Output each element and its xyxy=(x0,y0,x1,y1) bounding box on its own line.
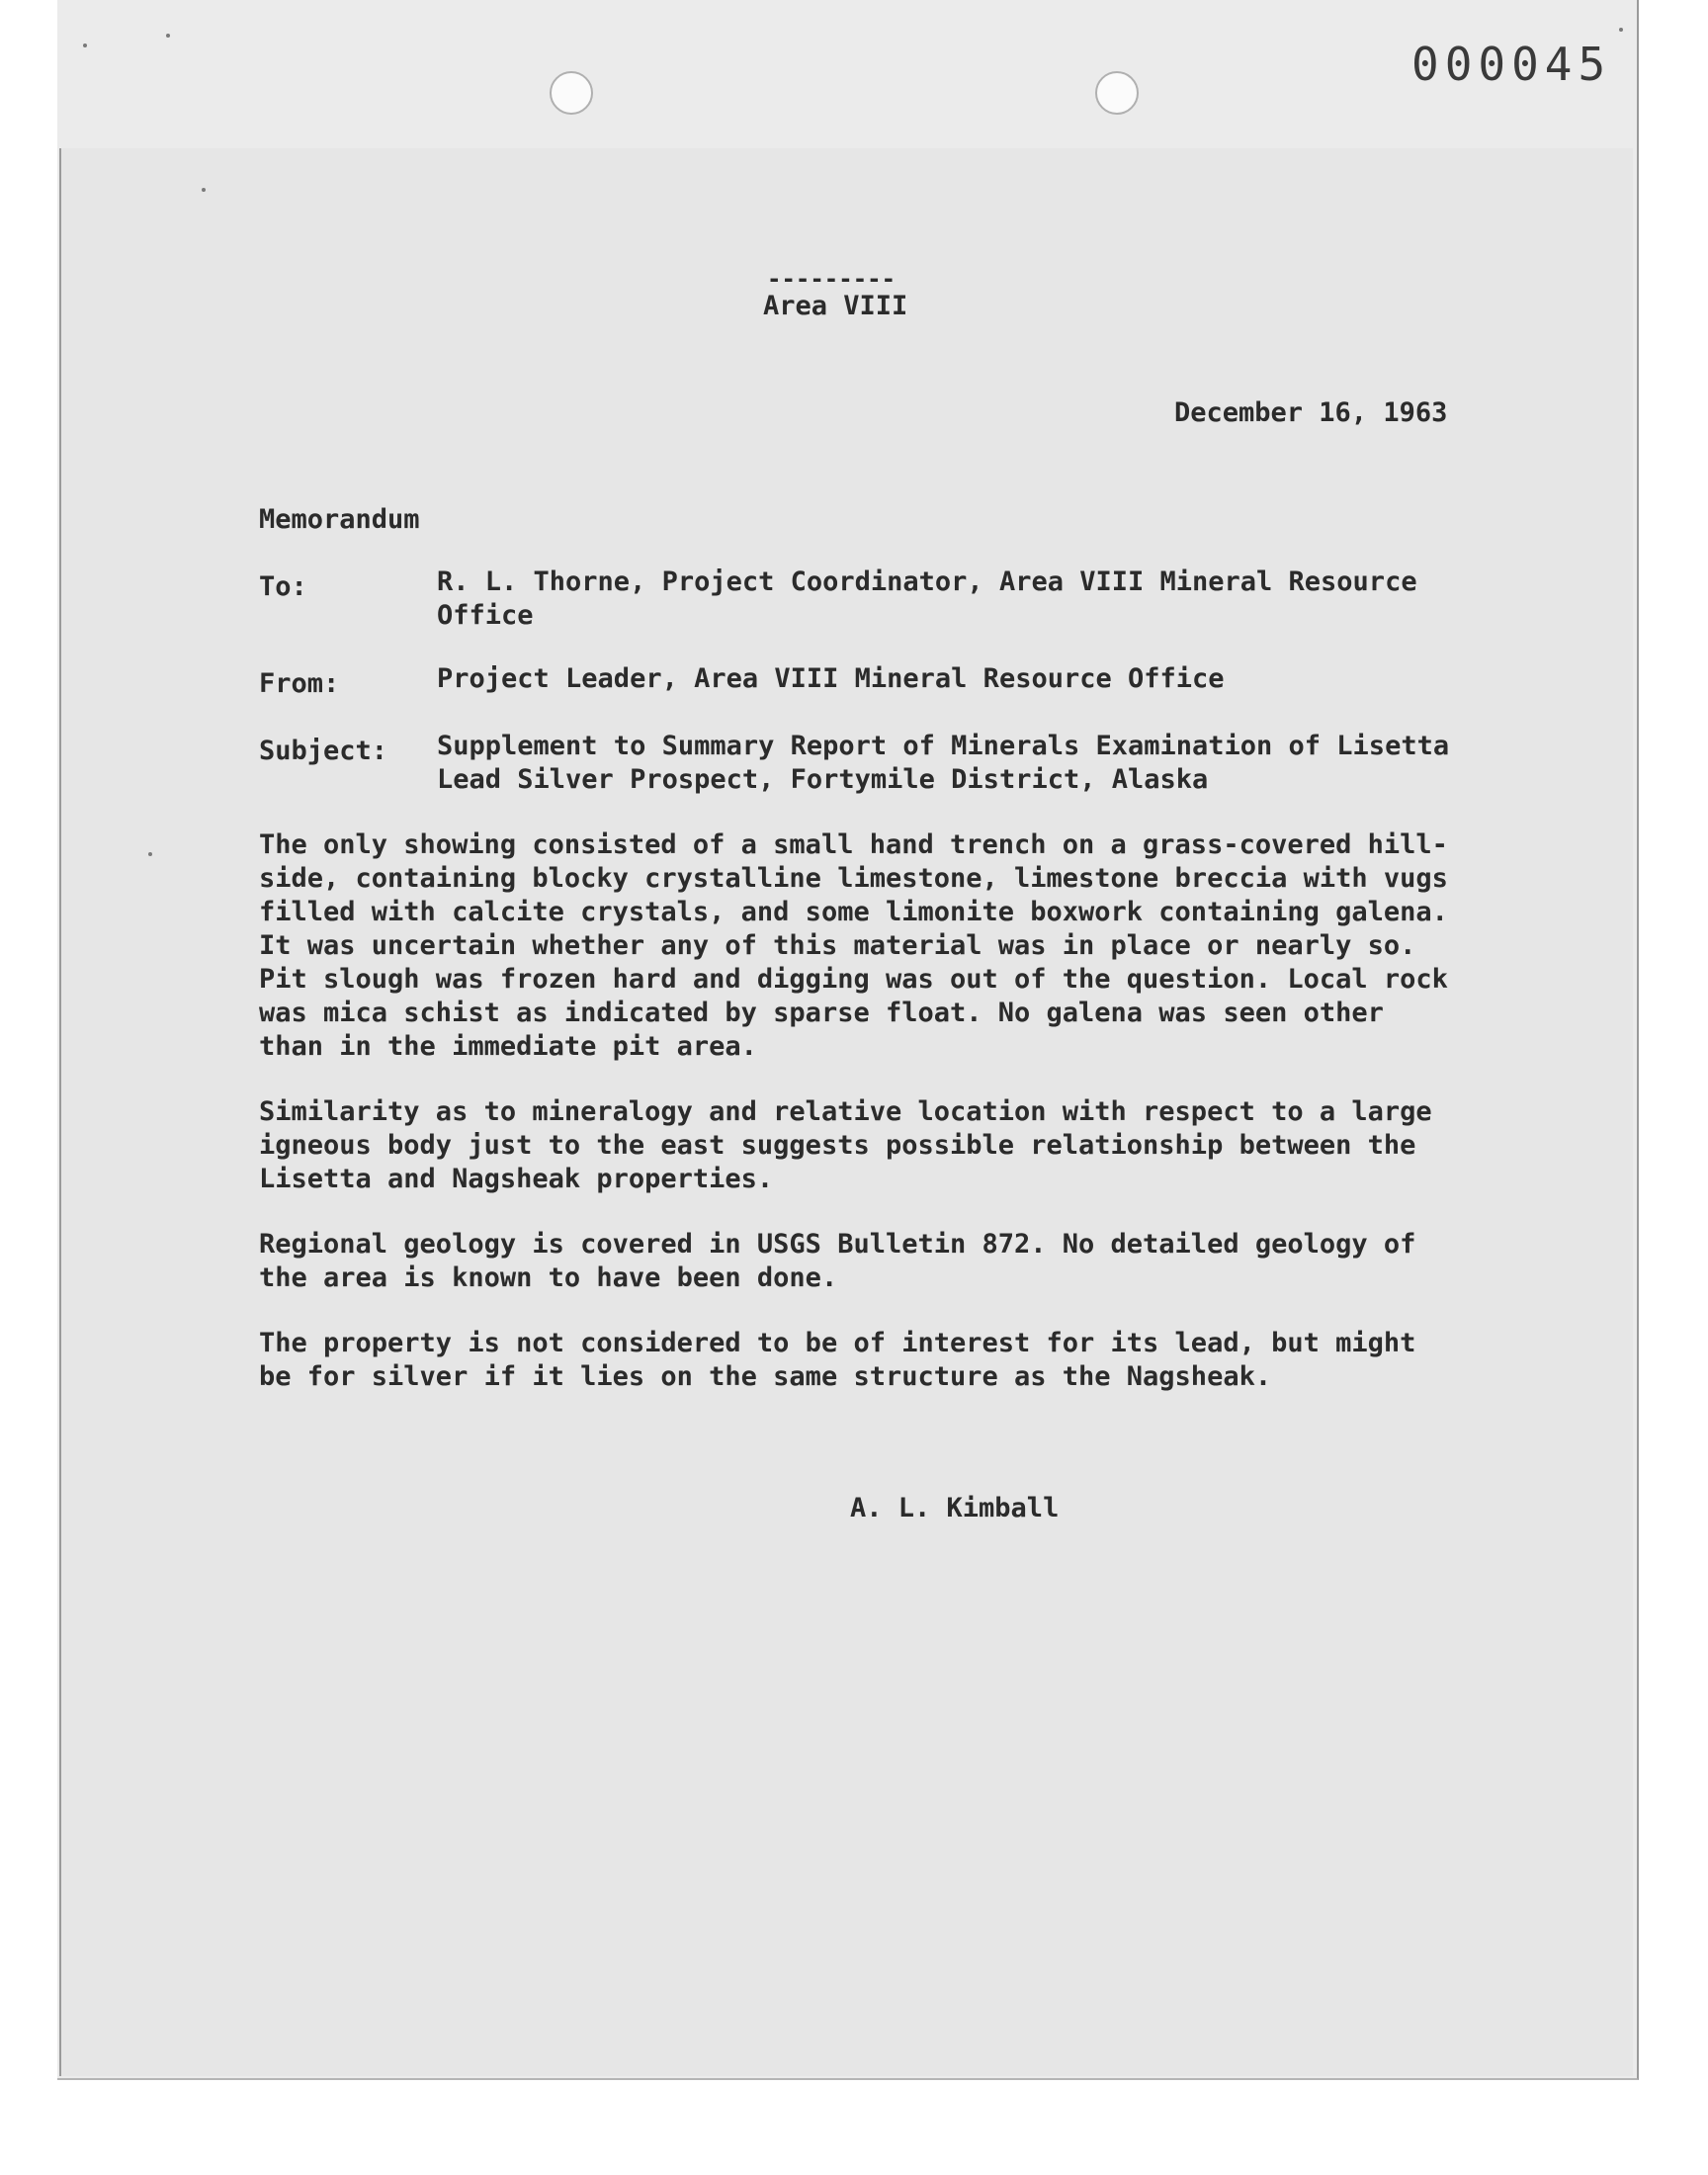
signature-name: A. L. Kimball xyxy=(850,1493,1060,1523)
punch-hole-left xyxy=(550,71,593,115)
to-value: R. L. Thorne, Project Coordinator, Area VIII Mineral Resource Office xyxy=(437,566,1417,631)
body-paragraph-4: The property is not considered to be of interest for its lead, but might be for silver if it lies on the same structure as the Nagsheak. xyxy=(259,1328,1416,1392)
body-paragraph-1: The only showing consisted of a small hand trench on a grass-covered hill- side, containing blocky crystalline limestone, limestone breccia with vugs filled with calcite crystals, and some limonite boxwork containing galena. It was uncertain whether any of this material was in place or nearly so. Pit slough was frozen hard and digging was out of the question. Local rock was mica schist as indicated by sparse float. No galena was seen other than in the immediate pit area. xyxy=(259,829,1448,1062)
memo-date: December 16, 1963 xyxy=(1174,397,1448,428)
punch-hole-right xyxy=(1095,71,1139,115)
page-number: 000045 xyxy=(1411,38,1612,91)
scan-speck xyxy=(166,34,170,38)
scan-speck xyxy=(83,44,87,47)
from-value: Project Leader, Area VIII Mineral Resource Office xyxy=(437,663,1225,694)
subject-label: Subject: xyxy=(259,736,388,766)
body-paragraph-2: Similarity as to mineralogy and relative location with respect to a large igneous body just to the east suggests possible relationship between the Lisetta and Nagsheak properties. xyxy=(259,1096,1432,1194)
area-header: Area VIII xyxy=(763,291,908,321)
to-label: To: xyxy=(259,571,307,602)
scan-speck xyxy=(202,188,206,192)
from-label: From: xyxy=(259,668,340,699)
scan-speck xyxy=(148,852,152,856)
memo-label: Memorandum xyxy=(259,504,420,535)
body-paragraph-3: Regional geology is covered in USGS Bulletin 872. No detailed geology of the area is known to have been done. xyxy=(259,1229,1416,1293)
scan-speck xyxy=(1619,28,1623,32)
subject-value: Supplement to Summary Report of Minerals Examination of Lisetta Lead Silver Prospect, Fortymile District, Alaska xyxy=(437,731,1450,795)
header-rule: --------- xyxy=(767,265,897,293)
